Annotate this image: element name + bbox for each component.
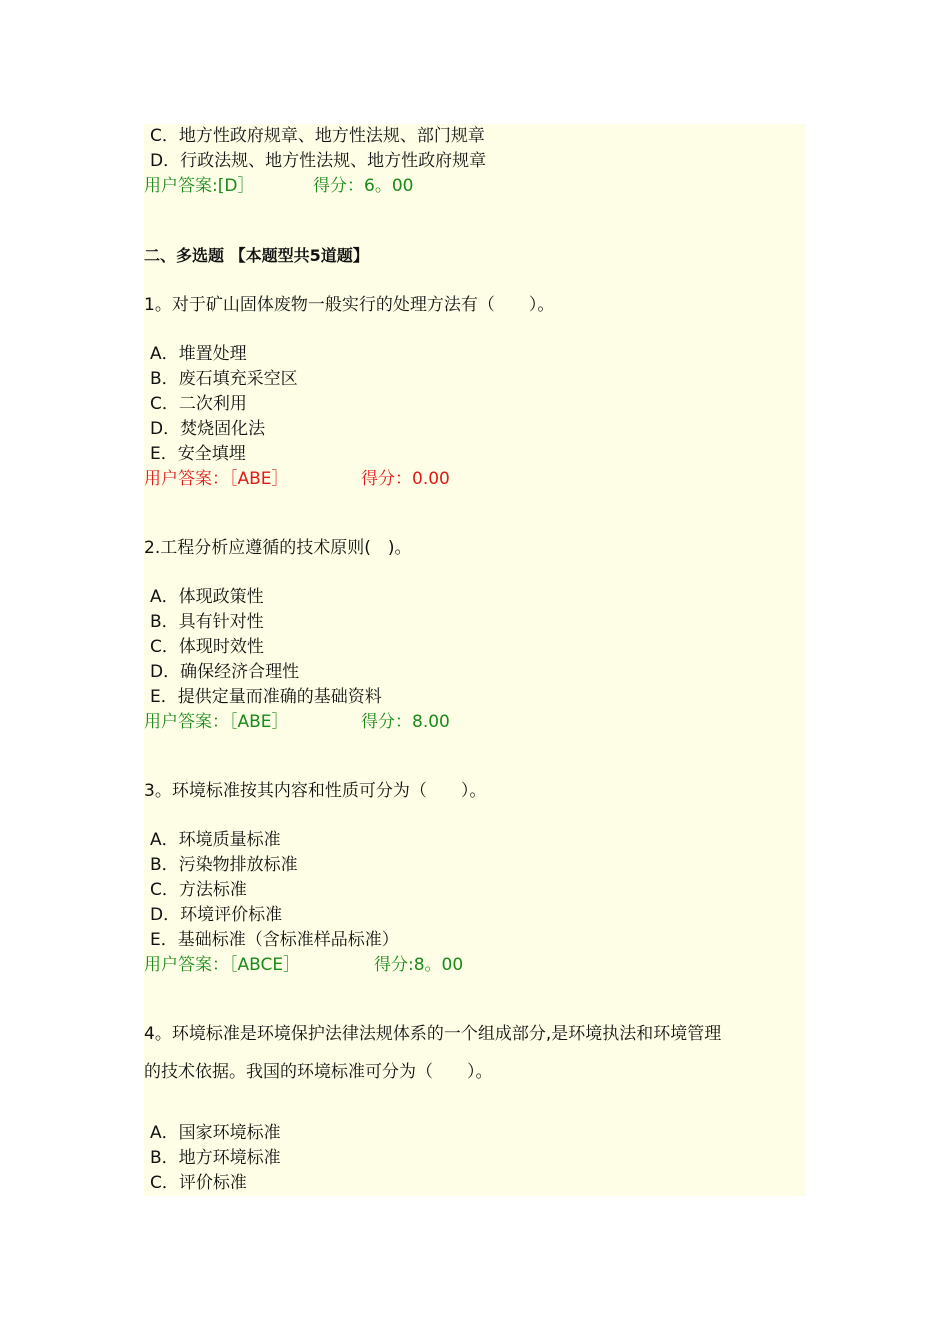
option-e: E．提供定量而准确的基础资料 <box>150 687 382 707</box>
question-stem-2: 2.工程分析应遵循的技术原则( )。 <box>144 538 412 558</box>
user-answer: 用户答案：［ABE］ <box>144 469 289 489</box>
option-d: D．行政法规、地方性法规、地方性政府规章 <box>150 151 487 171</box>
option-c: C．地方性政府规章、地方性法规、部门规章 <box>150 126 485 146</box>
option-a: A．环境质量标准 <box>150 830 281 850</box>
option-c: C．体现时效性 <box>150 637 264 657</box>
option-a: A．体现政策性 <box>150 587 264 607</box>
question-stem-4-line2: 的技术依据。我国的环境标准可分为（ ）。 <box>144 1062 493 1082</box>
score: 得分:8。00 <box>374 955 464 975</box>
section-title: 二、多选题 【本题型共5道题】 <box>144 246 369 265</box>
question-stem-3: 3。环境标准按其内容和性质可分为（ ）。 <box>144 781 487 801</box>
score: 得分：8.00 <box>361 712 450 732</box>
user-answer: 用户答案：［ABCE］ <box>144 955 301 975</box>
option-e: E．基础标准（含标准样品标准） <box>150 930 399 950</box>
option-b: B．地方环境标准 <box>150 1148 281 1168</box>
option-d: D．确保经济合理性 <box>150 662 300 682</box>
option-b: B．废石填充采空区 <box>150 369 298 389</box>
user-answer: 用户答案:[D］ <box>144 176 255 196</box>
option-c: C．评价标准 <box>150 1173 247 1193</box>
option-a: A．堆置处理 <box>150 344 247 364</box>
option-c: C．方法标准 <box>150 880 247 900</box>
option-c: C．二次利用 <box>150 394 247 414</box>
option-d: D．环境评价标准 <box>150 905 283 925</box>
option-b: B．污染物排放标准 <box>150 855 298 875</box>
score: 得分：0.00 <box>361 469 450 489</box>
option-b: B．具有针对性 <box>150 612 264 632</box>
score: 得分：6。00 <box>313 176 414 196</box>
option-d: D．焚烧固化法 <box>150 419 266 439</box>
question-stem-4-line1: 4。环境标准是环境保护法律法规体系的一个组成部分,是环境执法和环境管理 <box>144 1024 722 1044</box>
user-answer: 用户答案：［ABE］ <box>144 712 289 732</box>
question-stem-1: 1。对于矿山固体废物一般实行的处理方法有（ ）。 <box>144 295 555 315</box>
option-e: E．安全填埋 <box>150 444 246 464</box>
option-a: A．国家环境标准 <box>150 1123 281 1143</box>
